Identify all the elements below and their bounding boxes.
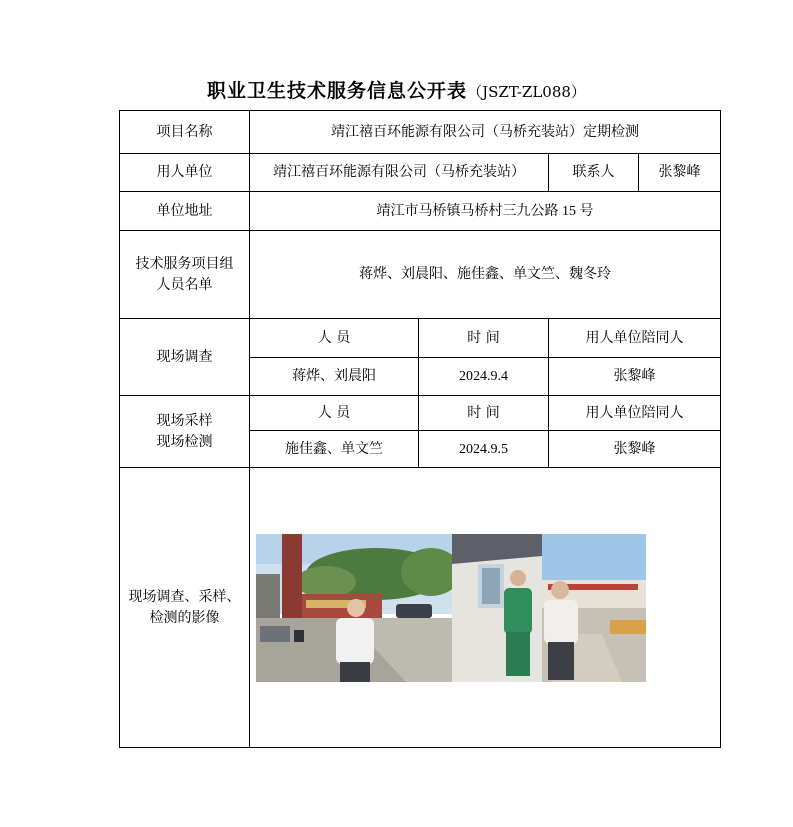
row-images: [120, 468, 721, 748]
row-team: [120, 231, 721, 319]
sampling-col-people: 人 员: [250, 396, 419, 431]
page-title: [0, 76, 793, 103]
survey-col-time: 时 间: [419, 319, 549, 358]
survey-col-people: 人 员: [250, 319, 419, 358]
employer-value: 靖江禧百环能源有限公司（马桥充装站）: [250, 154, 549, 192]
team-label: [120, 231, 250, 319]
contact-value: 张黎峰: [639, 154, 721, 192]
survey-time: 2024.9.4: [419, 358, 549, 396]
title-text: 职业卫生技术服务信息公开表: [207, 80, 468, 102]
row-survey-header: [120, 319, 721, 358]
sampling-time: 2024.9.5: [419, 431, 549, 468]
row-employer: [120, 154, 721, 192]
info-table: [119, 110, 721, 748]
sampling-col-escort: 用人单位陪同人: [549, 396, 721, 431]
station-photo: [452, 534, 646, 682]
sampling-escort: 张黎峰: [549, 431, 721, 468]
doc-code: （JSZT-ZL088）: [467, 83, 586, 101]
sampling-label-line2: 现场检测: [156, 433, 213, 450]
sampling-label: [120, 396, 250, 468]
survey-col-escort: 用人单位陪同人: [549, 319, 721, 358]
images-cell: [250, 468, 721, 748]
row-project-name: [120, 111, 721, 154]
project-name-value: 靖江禧百环能源有限公司（马桥充装站）定期检测: [250, 111, 721, 154]
images-label: [120, 468, 250, 748]
entrance-photo: [256, 534, 452, 682]
sampling-col-time: 时 间: [419, 396, 549, 431]
row-address: [120, 192, 721, 231]
sampling-label-line1: 现场采样: [156, 412, 213, 429]
row-sampling-header: [120, 396, 721, 431]
survey-label: 现场调查: [120, 319, 250, 396]
team-value: 蒋烨、刘晨阳、施佳鑫、单文竺、魏冬玲: [250, 231, 721, 319]
address-label: 单位地址: [120, 192, 250, 231]
team-label-text: 技术服务项目组人员名单: [135, 255, 234, 293]
survey-people: 蒋烨、刘晨阳: [250, 358, 419, 396]
project-name-label: 项目名称: [120, 111, 250, 154]
address-value: 靖江市马桥镇马桥村三九公路 15 号: [250, 192, 721, 231]
survey-escort: 张黎峰: [549, 358, 721, 396]
contact-label: 联系人: [549, 154, 639, 192]
photo-strip: [250, 534, 720, 682]
images-label-text: 现场调查、采样、检测的影像: [128, 588, 241, 626]
employer-label: 用人单位: [120, 154, 250, 192]
sampling-people: 施佳鑫、单文竺: [250, 431, 419, 468]
